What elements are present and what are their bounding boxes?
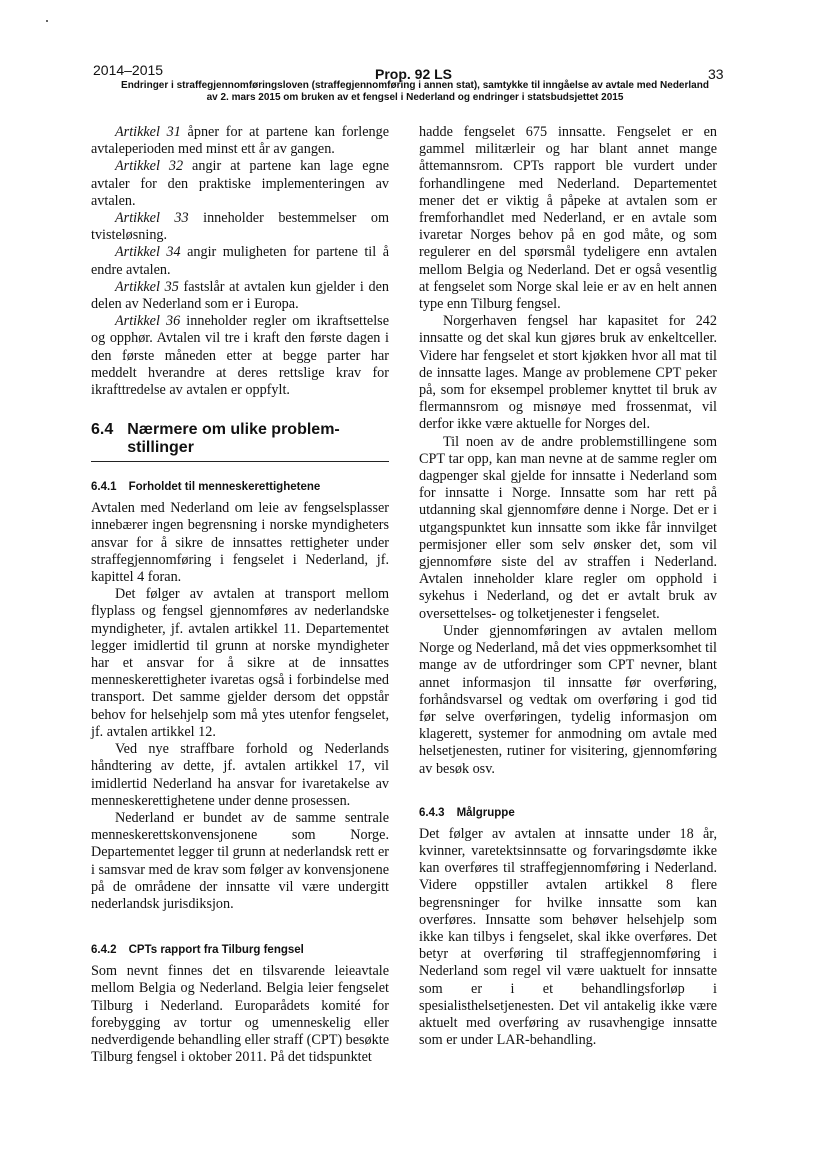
subsection-title: CPTs rapport fra Tilburg fengsel xyxy=(128,944,304,957)
header-subtitle xyxy=(90,80,740,104)
paragraph-artikkel-36 xyxy=(91,313,389,399)
paragraph: Nederland er bundet av de samme sentrale menneskerettskonvensjonene som Norge. Departementet legger til grunn at nederlandsk rett er i samsvar med de krav som følger av konvensjonene på de områdene der innsatte vil være undergitt nederlandsk jurisdiksjon. xyxy=(91,809,389,912)
section-heading-6-4 xyxy=(91,421,389,457)
section-title-line1: Nærmere om ulike problem- xyxy=(127,421,340,439)
paragraph: hadde fengselet 675 innsatte. Fengselet er en gammel militærleir og har blant annet mange åttemannsrom. CPTs rapport ble vurdert under forhandlingene med Nederland. Departementet mener det er viktig å påpeke at avtalen som er fremforhandlet med Nederland, er en avtale som ivaretar Norges behov på en god måte, og som regulerer en del spørsmål tydeligere enn avtalen mellom Belgia og Nederland. Det er også vesentlig at fengselet som Norge skal leie er av en helt annen type enn Tilburg fengsel. xyxy=(419,124,717,313)
article-text: angir at partene kan lage egne avtaler for den praktiske implementeringen av avtalen. xyxy=(91,158,390,209)
paragraph: Det følger av avtalen at transport mellom flyplass og fengsel gjennomføres av nederlandske myndigheter, jf. avtalen artikkel 11. Departementet legger imidlertid til grunn at norske myndigheter har et ansvar for å sikre at de innsattes menneskerettigheter ivaretas også i forbindelse med transport. Det samme gjelder dersom det oppstår behov for helsehjelp som må ytes utenfor fengselet, jf. avtalen artikkel 12. xyxy=(91,586,389,740)
header-subtitle-line2: av 2. mars 2015 om bruken av et fengsel i Nederland og endringer i statsbudsjettet 2015 xyxy=(206,92,624,103)
subsection-heading-6-4-3 xyxy=(419,806,717,820)
subsection-title: Forholdet til menneskerettighetene xyxy=(128,481,321,494)
article-text: angir muligheten for partene til å endre avtalen. xyxy=(91,244,389,278)
header-prop-number: Prop. 92 LS xyxy=(375,66,453,82)
article-text: fastslår at avtalen kun gjelder i den delen av Nederland som er i Europa. xyxy=(91,278,389,313)
paragraph-artikkel-34 xyxy=(91,244,389,278)
paragraph: Norgerhaven fengsel har kapasitet for 242 innsatte og det skal kun gjøres bruk av enkeltceller. Videre har fengselet et stort kjøkken hvor all mat til de innsatte lages. Mange av problemene CPT peker på, som for eksempel problemer knyttet til bruk av flermannsrom og misnøye med frossenmat, vil derfor ikke være aktuelle for Norges del. xyxy=(419,313,717,433)
article-label: Artikkel 35 xyxy=(115,278,179,295)
left-column xyxy=(91,124,389,1066)
header-subtitle-line1: Endringer i straffegjennomføringsloven (straffegjennomføring i annen stat), samtykke til inngåelse av avtale med Nederland xyxy=(121,80,709,91)
right-column xyxy=(419,124,717,1049)
section-divider xyxy=(91,461,389,462)
section-title xyxy=(127,421,340,457)
page-number: 33 xyxy=(708,66,724,82)
paragraph: Avtalen med Nederland om leie av fengselsplasser innebærer ingen begrensning i norske myndigheters ansvar for å sikre de innsattes rettigheter under straffegjennomføring i fengselet i Nederland, jf. kapittel 4 foran. xyxy=(91,500,389,586)
article-label: Artikkel 34 xyxy=(115,244,181,261)
article-label: Artikkel 31 xyxy=(115,124,181,140)
paragraph-artikkel-31 xyxy=(91,124,389,158)
paragraph-artikkel-35 xyxy=(91,279,389,313)
scan-speck xyxy=(46,20,48,22)
article-text: inneholder bestemmelser om tvisteløsning. xyxy=(91,210,389,244)
article-label: Artikkel 36 xyxy=(115,313,181,330)
subsection-heading-6-4-1 xyxy=(91,480,389,494)
subsection-number: 6.4.3 xyxy=(419,806,445,819)
section-number: 6.4 xyxy=(91,421,114,439)
subsection-heading-6-4-2 xyxy=(91,943,389,957)
subsection-title: Målgruppe xyxy=(456,806,515,819)
header-year: 2014–2015 xyxy=(93,62,164,78)
paragraph: Ved nye straffbare forhold og Nederlands håndtering av dette, jf. avtalen artikkel 17, vil imidlertid Nederland ha ansvar for ivaretakelse av menneskerettighetene under denne prosessen. xyxy=(91,741,389,809)
paragraph-artikkel-32 xyxy=(91,158,389,210)
article-text: åpner for at partene kan forlenge avtaleperioden med minst ett år av gangen. xyxy=(91,124,389,158)
section-title-line2: stillinger xyxy=(127,439,194,457)
paragraph: Under gjennomføringen av avtalen mellom Norge og Nederland, må det vies oppmerksomhet til mange av de utfordringer som CPT nevner, blant annet informasjon til innsatte før overføring, forhåndsvarsel og vedtak om overføring i god tid før selve overføringen, tydelig informasjon om klagerett, systemer for anmodning om avtale med helsetjenesten, rutiner for visitering, gjennomføring av besøk osv. xyxy=(419,622,717,777)
subsection-number: 6.4.1 xyxy=(91,481,117,494)
paragraph: Det følger av avtalen at innsatte under 18 år, kvinner, varetektsinnsatte og forvaringsdømte ikke kan overføres til straffegjennomføring i Nederland. Videre oppstiller avtalen artikkel 8 flere begrensninger for hvilke innsatte som kan overføres. Innsatte som behøver helsehjelp som ikke kan tilbys i fengselet, skal ikke overføres. Det betyr at overføring til straffegjennomføring i Nederland som regel vil være uaktuelt for innsatte som er i et behandlingsforløp i spesialisthelsetjenesten. Det vil antakelig ikke være aktuelt med overføring av rusavhengige innsatte som er under LAR-behandling. xyxy=(419,825,717,1049)
paragraph: Til noen av de andre problemstillingene som CPT tar opp, kan man nevne at de samme regler om dagpenger skal gjelde for innsatte i Nederland som for innsatte i Norge. Innsatte som har rett på utdanning skal gjennomføre denne i Norge. Det er i utgangspunktet kun innsatte som ikke får innvilget permisjoner eller som selv ønsker det, som vil gjennomføre siste del av straffen i Nederland. Avtalen inneholder klare regler om opphold i sykehus i Nederland, og det er avtalt bruk av oversettelses- og tolketjenester i fengselet. xyxy=(419,433,717,622)
article-label: Artikkel 33 xyxy=(115,210,189,227)
article-label: Artikkel 32 xyxy=(115,158,184,175)
paragraph-artikkel-33 xyxy=(91,210,389,244)
subsection-number: 6.4.2 xyxy=(91,944,117,957)
article-text: inneholder regler om ikraftsettelse og opphør. Avtalen vil tre i kraft den første dagen i den første måneden etter at begge parter har meddelt hverandre at deres rettslige krav for ikrafttredelse av avtalen er oppfylt. xyxy=(91,313,389,399)
paragraph: Som nevnt finnes det en tilsvarende leieavtale mellom Belgia og Nederland. Belgia leier fengselet Tilburg i Nederland. Europarådets komité for forebygging av tortur og umenneskelig eller nedverdigende behandling eller straff (CPT) besøkte Tilburg fengsel i oktober 2011. På det tidspunktet xyxy=(91,963,389,1066)
